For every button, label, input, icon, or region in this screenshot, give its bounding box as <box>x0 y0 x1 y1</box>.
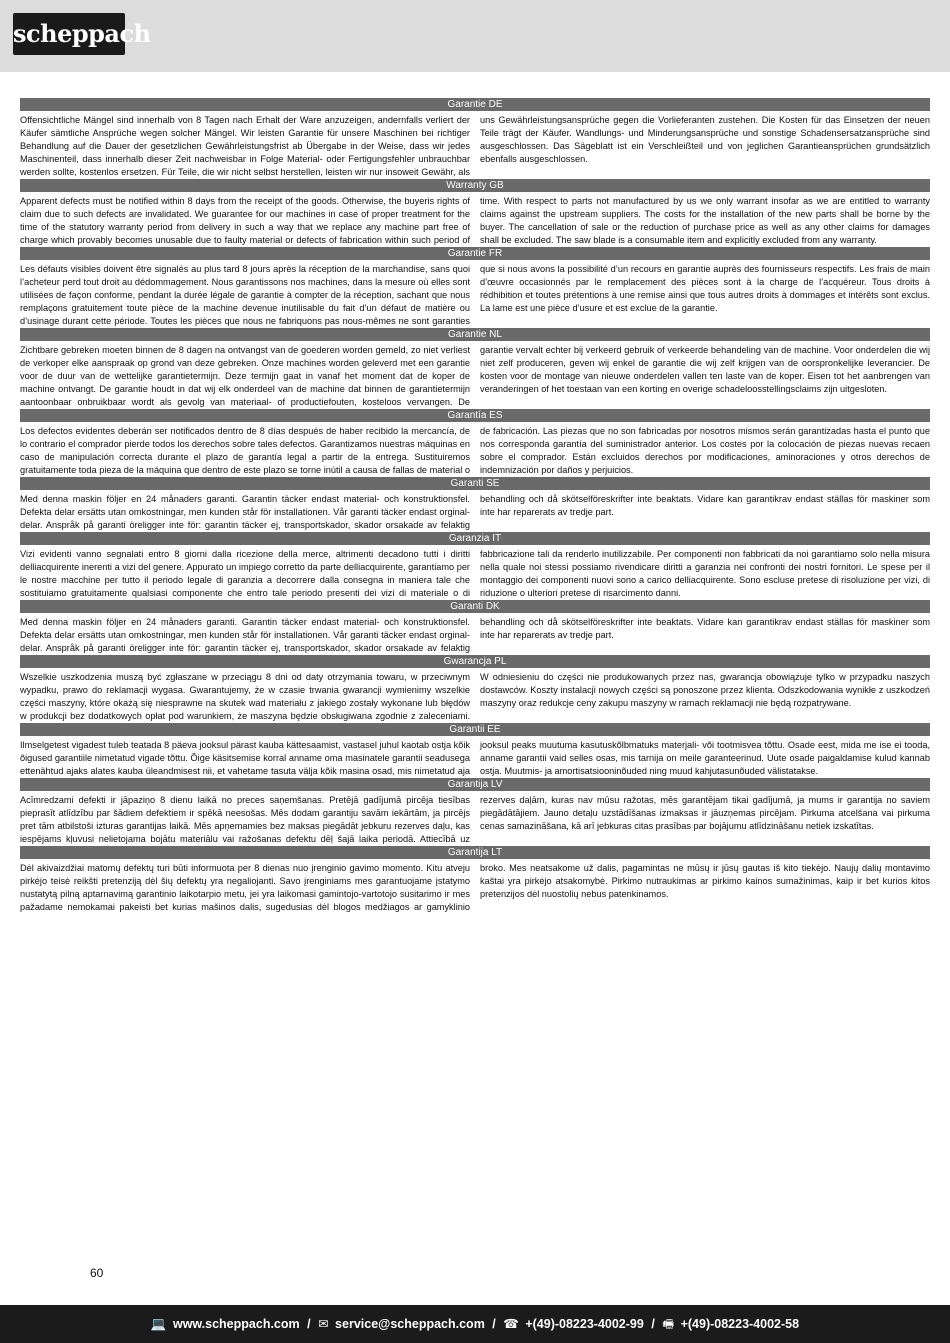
section-text: Les défauts visibles doivent être signalés au plus tard 8 jours après la réception de la marchandise, sans quoi l’acheteur perd tout droit au dédommagement. Nous garantissons nos machines, dans la mesure où elles sont utilisées de façon conforme, pendant la durée légale de garantie à compter de la réception, sachant que nous remplaçons gratuitement toute pièce de la machine devenue inutilisable du fait d’un défaut de matière ou d’usinage durant cette période. Toutes les pièces que nous ne fabriquons pas nous-mêmes ne sont garanties que si nous avons la possibilité d’un recours en garantie auprès des fournisseurs respectifs. Les frais de main d’œuvre occasionnés par le remplacement des pièces sont à la charge de l’acquéreur. Tous droits à rédhibition et toutes prétentions à une remise ainsi que tous autres droits à dommages et intérêts sont exclus. La lame est une pièce d’usure et est exclue de la garantie. <box>20 264 930 326</box>
computer-icon: 💻 <box>150 1317 167 1331</box>
footer-separator: / <box>307 1317 311 1331</box>
section-title: Garantie FR <box>20 247 930 260</box>
email-link[interactable]: service@scheppach.com <box>335 1317 485 1331</box>
section-text: Los defectos evidentes deberán ser notificados dentro de 8 días después de haber recibido la mercancía, de lo contrario el comprador pierde todos los derechos sobre tales defectos. Garantizamos nuestras máquinas en caso de manipulación correcta durante el plazo de garantía legal a partir de la entrega. Sustituiremos gratuitamente toda pieza de la máquina que dentro de este plazo se torne inútil a causa de fallas de material o de fabricación. Las piezas que no son fabricadas por nosotros mismos serán garantizadas hasta el punto que nos corresponda garantía del suministrador anterior. Los costes por la colocación de piezas nuevas recaen sobre el comprador. Están excluidos derechos por modificaciones, aminoraciones y otros derechos de indemnización por daños y perjuicios. <box>20 426 930 475</box>
section-se <box>20 477 930 532</box>
section-es <box>20 409 930 477</box>
section-lt <box>20 846 930 914</box>
fax-icon: 🖷 <box>662 1317 675 1331</box>
section-text: Vizi evidenti vanno segnalati entro 8 giorni dalla ricezione della merce, altrimenti decadono tutti i diritti delliacquirente inerenti a vizi del genere. Appurato un impiego corretto da parte delliacquirente, garantiamo per le nostre macchine per tutto il periodo legale di garanzia a decorrere dalla consegna in maniera tale che sostituiamo gratuitamente qualsiasi componente che entro tale periodo presenti dei vizi di materiale o di fabbricazione tali da renderlo inutilizzabile. Per componenti non fabbricati da noi garantiamo solo nella misura nella quale noi stessi possiamo rivendicare diritti a garanzia nei confronti dei nostri fornitori. Le spese per il montaggio dei componenti nuovi sono a carico delliacquirente. Sono escluse pretese di risoluzione per vizi, di riduzione o ulteriori pretese di risarcimento danni. <box>20 549 930 598</box>
footer-separator: / <box>651 1317 655 1331</box>
footer-bar <box>0 1305 950 1343</box>
section-title: Garantie DE <box>20 98 930 111</box>
section-text: Zichtbare gebreken moeten binnen de 8 dagen na ontvangst van de goederen worden gemeld, zo niet verliest de verkoper elke aanspraak op grond van deze gebreken. Onze machines worden geleverd met een garantie voor de duur van de wettelijke garantietermijn. Deze termijn gaat in vanaf het moment dat de koper de machine ontvangt. De garantie houdt in dat wij elk onderdeel van de machine dat binnen de garantietermijn aantoonbaar onbruikbaar wordt als gevolg van materiaal- of productiefouten, kosteloos vervangen. De garantie vervalt echter bij verkeerd gebruik of verkeerde behandeling van de machine. Voor onderdelen die wij niet zelf produceren, geven wij enkel de garantie die wij zelf krijgen van de oorspronkelijke leverancier. De kosten voor de montage van nieuwe onderdelen vallen ten laste van de koper. Eisen tot het aanbrengen van veranderingen of het toestaan van een korting en overige schadeloosstellingsclaims zijn uitgesloten. <box>20 345 930 407</box>
footer-separator: / <box>492 1317 496 1331</box>
section-text: Ilmselgetest vigadest tuleb teatada 8 päeva jooksul pärast kauba kättesaamist, vastasel juhul kaotab ostja kõik õigused garantiile nimetatud vigade tõttu. Õige käsitsemise korral anname oma masinatele garantii seadusega ettenähtud ajaks alates kauba üleandmisest nii, et vahetame tasuta välja kõik masina osad, mis nimetatud aja jooksul peaks muutuma kasutuskõlbmatuks materjali- või tootmisvea tõttu. Osade eest, mida me ise ei tooda, anname garantii vaid selles osas, mis tarnija on meile garanteerinud. Uute osade paigaldamise kulud kannab ostja. Muutmis- ja amortisatsiooninõuded ning muud kahjutasunõuded välistatakse. <box>20 740 930 776</box>
section-text: Med denna maskin följer en 24 månaders garanti. Garantin täcker endast material- och konstruktionsfel. Defekta delar ersätts utan omkostningar, men kunden står för installationen. Vår garanti täcker endast orginal-delar. Anspråk på garanti öreligger inte för: garantin täcker ej, transportskador, skador orsakade av felaktig behandling och då skötselföreskrifter inte beaktats. Vidare kan garantikrav endast ställas för maskiner som inte har reparerats av tredje part. <box>20 617 930 653</box>
phone-icon: ☎ <box>503 1317 519 1331</box>
section-text: Wszelkie uszkodzenia muszą być zgłaszane w przeciągu 8 dni od daty otrzymania towaru, w przeciwnym wypadku, prawo do reklamacji wygasa. Gwarantujemy, że w czasie trwania gwarancji wymienimy wszelkie części maszyny, które okażą się niesprawne na skutek wad materiału z jakiego zostały wykonane lub błędów w produkcji bez dodatkowych opłat pod warunkiem, że maszyna będzie obsługiwana zgodnie z zaleceniami. W odniesieniu do części nie produkowanych przez nas, gwarancja obowiązuje tylko w przypadku naszych dostawców. Koszty instalacji nowych części są ponoszone przez klienta. Odszkodowania wynikłe z uszkodzeń maszyny oraz redukcje ceny zakupu maszyny w ramach reklamacji nie będą rozpatrywane. <box>20 672 930 721</box>
scheppach-logo: scheppach <box>13 13 125 55</box>
phone-number: +(49)-08223-4002-99 <box>525 1317 644 1331</box>
section-title: Gwarancja PL <box>20 655 930 668</box>
section-de <box>20 98 930 179</box>
section-text: Acīmredzami defekti ir jāpaziņo 8 dienu laikā no preces saņemšanas. Pretējā gadījumā pircēja tiesības pieprasīt atlīdzību par šādiem defektiem ir spēkā neesošas. Mēs dodam garantiju savām iekārtām, ja pircējs pret tām atbilstoši izturas garantijas laikā. Mēs apņemamies bez maksas piegādāt jebkuru rezerves daļu, kas iespējams kļuvusi nelietojama bojātu materiālu vai ražošanas defektu dēļ šajā laika periodā. Attiecībā uz rezerves daļām, kuras nav mūsu ražotas, mēs garantējam tikai gadījumā, ja mums ir garantija no saviem piegādātājiem. Jauno detaļu uzstādīšanas izmaksas ir jāuzņemas pircējam. Pirkuma atcelšana vai pirkuma cenas samazināšana, kā arī jebkuras citas prasības par bojājumu atlīdzināšanu netiek izskatītas. <box>20 795 930 844</box>
section-title: Garantija LV <box>20 778 930 791</box>
section-title: Garanti DK <box>20 600 930 613</box>
section-title: Garantija LT <box>20 846 930 859</box>
section-dk <box>20 600 930 655</box>
mail-icon: ✉ <box>318 1317 329 1331</box>
section-title: Garantii EE <box>20 723 930 736</box>
section-pl <box>20 655 930 723</box>
section-title: Garantía ES <box>20 409 930 422</box>
fax-number: +(49)-08223-4002-58 <box>680 1317 800 1331</box>
header-band <box>0 0 950 72</box>
page-number: 60 <box>90 1266 104 1280</box>
section-text: Offensichtliche Mängel sind innerhalb von 8 Tagen nach Erhalt der Ware anzuzeigen, andernfalls verliert der Käufer sämtliche Ansprüche wegen solcher Mängel. Wir leisten Garantie für unsere Maschinen bei richtiger Behandlung auf die Dauer der gesetzlichen Gewährleistungsfrist ab Übergabe in der Weise, dass wir jedes Maschinenteil, dass innerhalb dieser Zeit nachweisbar in Folge Material- oder Fertigungsfehler unbrauchbar werden sollte, kostenlos ersetzen. Für Teile, die wir nicht selbst herstellen, leisten wir nur insoweit Gewähr, als uns Gewährleistungsansprüche gegen die Vorlieferanten zustehen. Die Kosten für das Einsetzen der neuen Teile trägt der Käufer. Wandlungs- und Minderungsansprüche und sonstige Schadensersatzansprüche sind ausgeschlossen. Das Sägeblatt ist ein Verschleißteil und von jeglichen Garantieansprüchen grundsätzlich ebenfalls ausgeschlossen. <box>20 115 930 177</box>
section-nl <box>20 328 930 409</box>
section-title: Garantie NL <box>20 328 930 341</box>
section-title: Garanzia IT <box>20 532 930 545</box>
section-gb <box>20 179 930 247</box>
section-lv <box>20 778 930 846</box>
section-text: Apparent defects must be notified within 8 days from the receipt of the goods. Otherwise, the buyeris rights of claim due to such defects are invalidated. We guarantee for our machines in case of proper treatment for the time of the statutory warranty period from delivery in such a way that we replace any machine part free of charge which provably becomes unusable due to faulty material or defects of fabrication within such period of time. With respect to parts not manufactured by us we only warrant insofar as we are entitled to warranty claims against the upstream suppliers. The costs for the installation of the new parts shall be borne by the buyer. The cancellation of sale or the reduction of purchase price as well as any other claims for damages shall be excluded. The saw blade is a consumable item and explicitly excluded from any warranty. <box>20 196 930 245</box>
section-text: Med denna maskin följer en 24 månaders garanti. Garantin täcker endast material- och konstruktionsfel. Defekta delar ersätts utan omkostningar, men kunden står för installationen. Vår garanti täcker endast orginal-delar. Anspråk på garanti öreligger inte för: garantin täcker ej, transportskador, skador orsakade av felaktig behandling och då skötselföreskrifter inte beaktats. Vidare kan garantikrav endast ställas för maskiner som inte har reparerats av tredje part. <box>20 494 930 530</box>
section-ee <box>20 723 930 778</box>
section-text: Dėl akivaizdžiai matomų defektų turi būti informuota per 8 dienas nuo įrenginio gavimo momento. Kitu atveju pirkėjo teisė reikšti pretenziją dėl šių defektų yra negaliojanti. Savo įrenginiams mes garantuojame įstatymo nustatytą pilną aptarnavimą garantinio laikotarpio metu, jei yra laikomasi gamintojo-vartotojo susitarimo ir mes pažadame nemokamai pakeisti bet kurias mašinos dalis, sugedusias dėl blogos medžiagos ar gamyklinio broko. Mes neatsakome už dalis, pagamintas ne mūsų ir jūsų gautas iš kito tiekėjo. Naujų dalių montavimo kaštai yra pirkėjo atsakomybė. Pirkimo nutraukimas ar pirkimo kainos sumažinimas, kaip ir bet kurios kitos pretenzijos dėl nuostolių nebus patenkinamos. <box>20 863 930 912</box>
website-link[interactable]: www.scheppach.com <box>172 1317 300 1331</box>
section-fr <box>20 247 930 328</box>
section-it <box>20 532 930 600</box>
section-title: Warranty GB <box>20 179 930 192</box>
section-title: Garanti SE <box>20 477 930 490</box>
warranty-content <box>20 98 930 914</box>
